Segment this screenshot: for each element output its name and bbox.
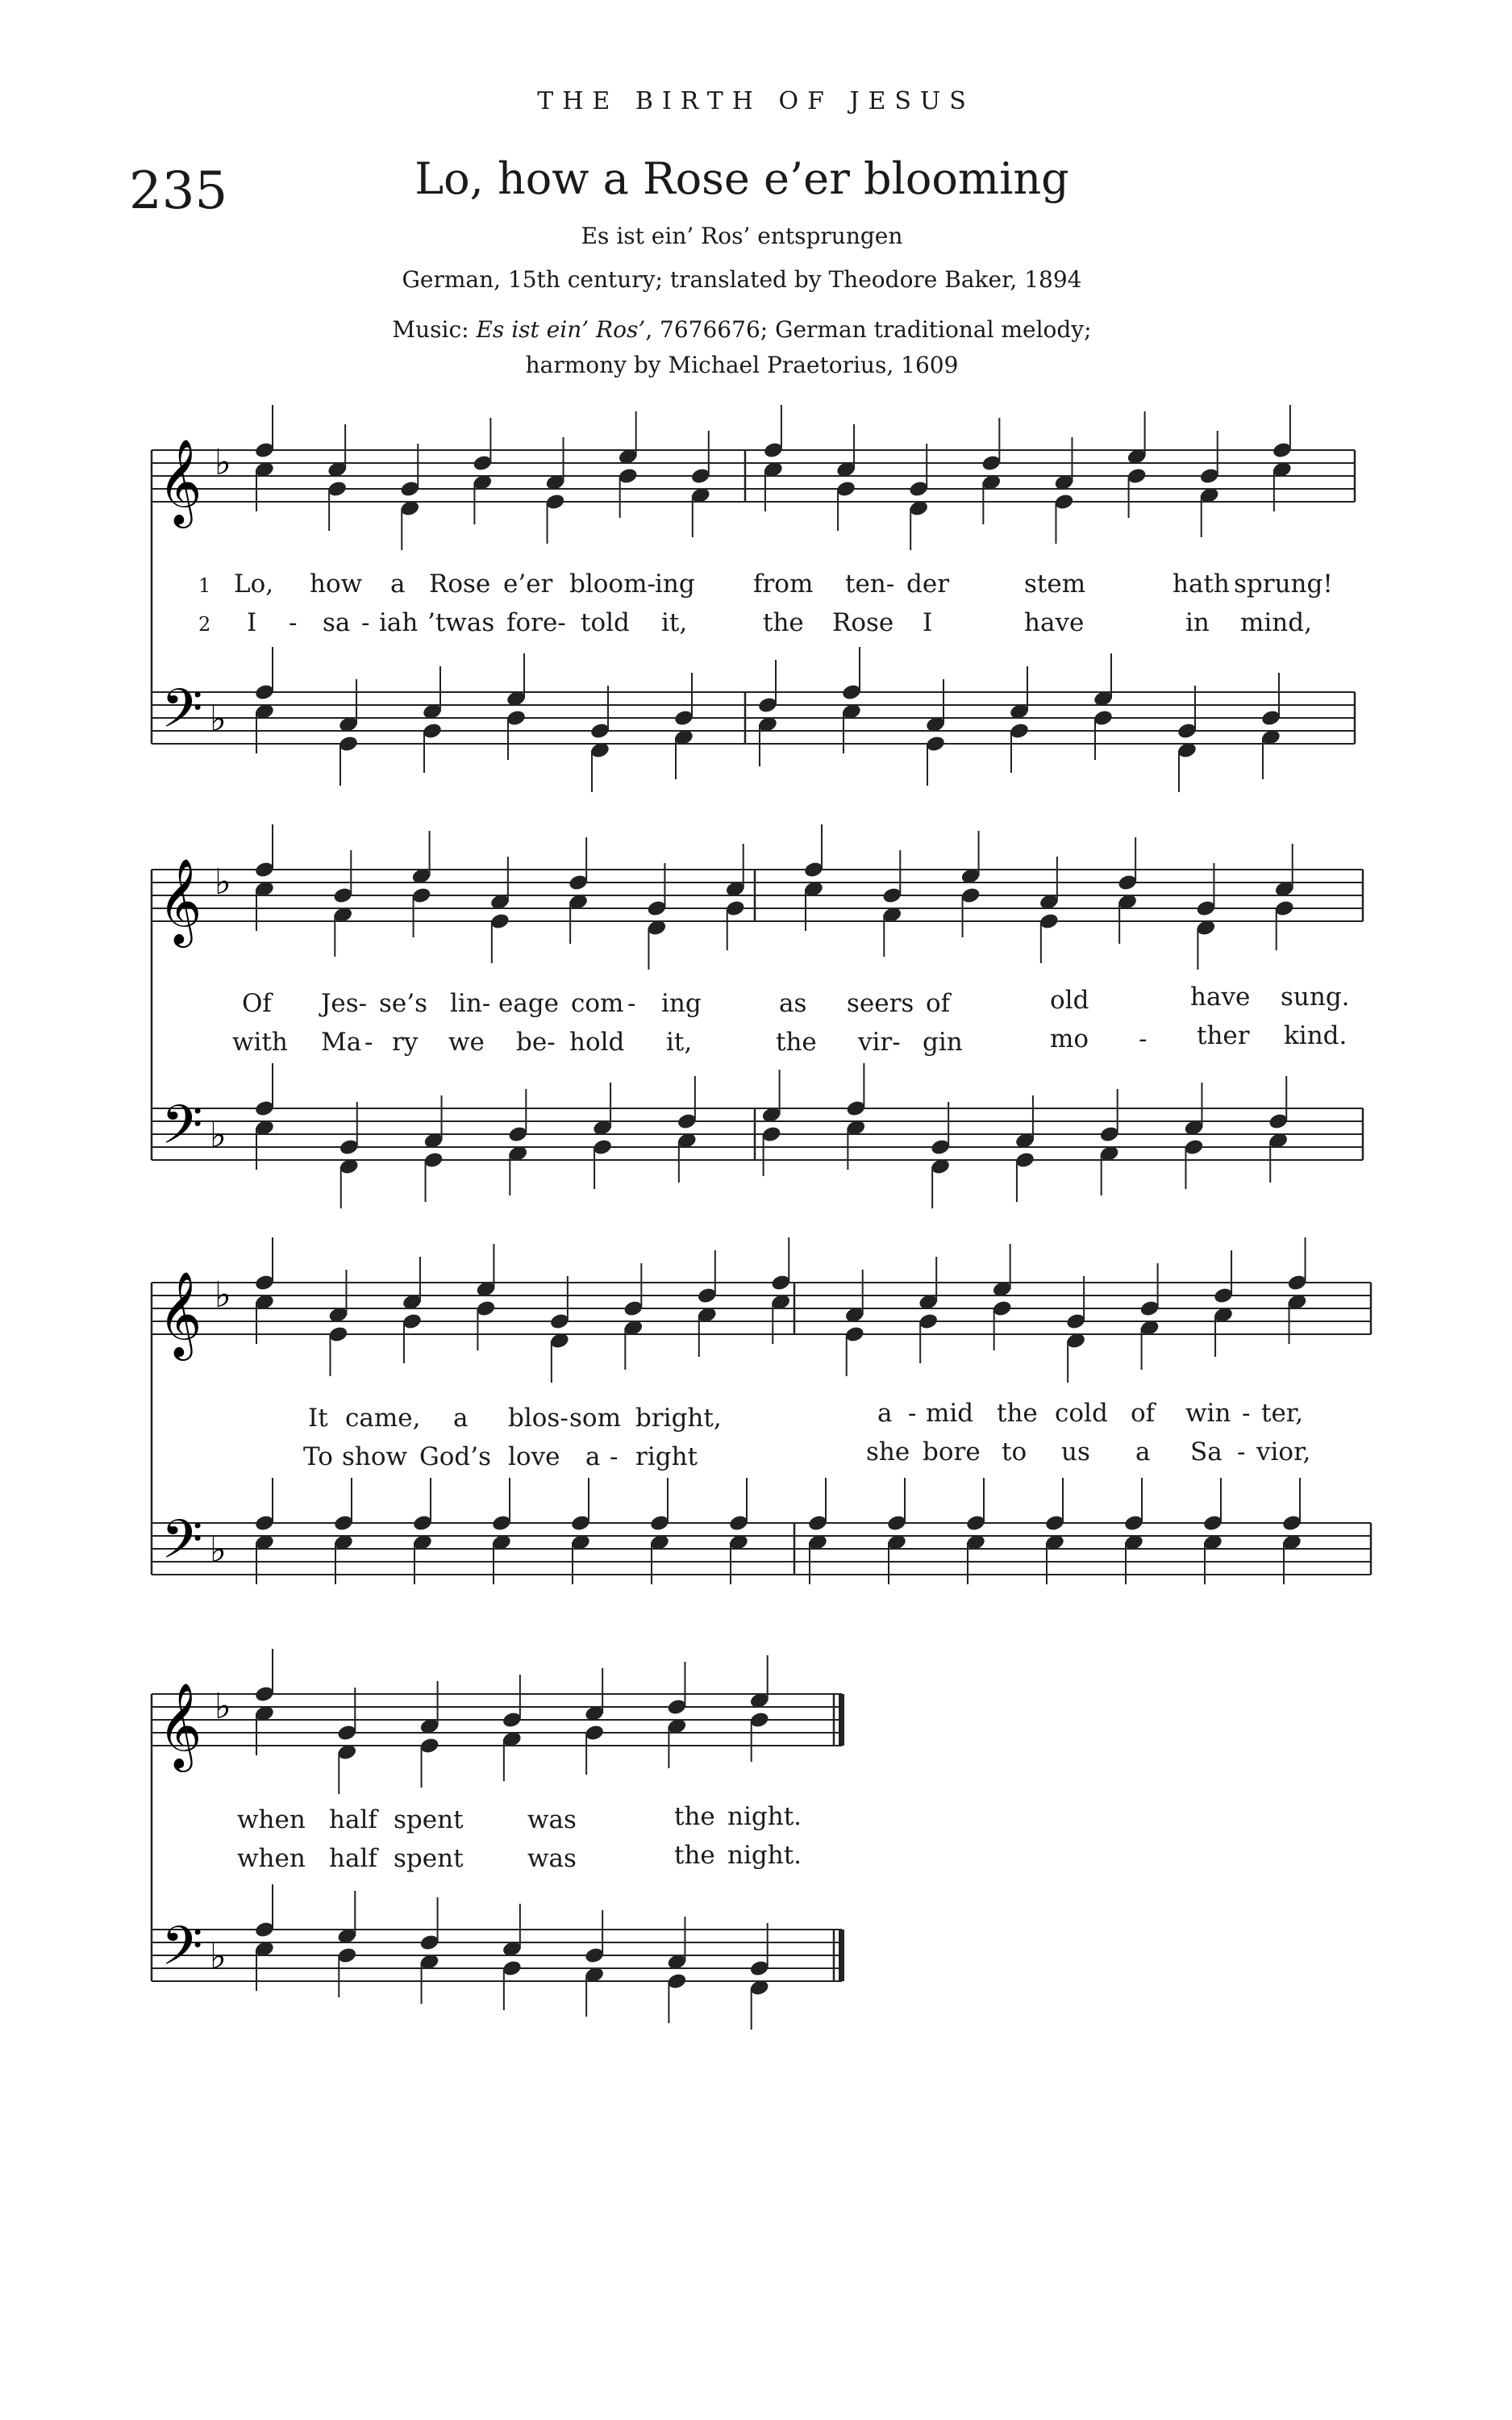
flat-sign: ♭ — [215, 1686, 231, 1727]
lyric: God’s — [419, 1442, 492, 1471]
lyric: To — [303, 1442, 333, 1471]
lyric: hold — [569, 1028, 625, 1057]
lyric: hath — [1173, 570, 1230, 599]
lyric: ten- — [845, 570, 895, 599]
final-barline — [839, 1930, 844, 1981]
flat-sign: ♭ — [215, 442, 231, 483]
lyric: it, — [661, 608, 688, 637]
lyric: a — [1135, 1437, 1151, 1467]
lyric: love — [508, 1442, 560, 1471]
flat-sign: ♭ — [210, 1115, 227, 1156]
lyric: Lo, — [234, 570, 274, 599]
lyric: from — [753, 570, 814, 599]
treble-clef: 𝄞 — [158, 857, 202, 944]
lyric: the — [997, 1399, 1038, 1428]
flat-sign: ♭ — [210, 699, 227, 740]
lyric: she — [866, 1437, 910, 1467]
treble-clef: 𝄞 — [158, 1270, 202, 1357]
lyric: - — [627, 989, 636, 1018]
lyric: - — [1237, 1437, 1246, 1467]
lyric: half — [329, 1844, 377, 1873]
lyric: - — [289, 608, 298, 637]
lyric: night. — [727, 1841, 802, 1870]
lyric: us — [1061, 1437, 1090, 1467]
lyric: in — [1185, 608, 1210, 637]
lyric: mo — [1050, 1024, 1089, 1054]
lyric: was — [527, 1805, 577, 1834]
lyric: spent — [394, 1844, 464, 1873]
lyric: right — [635, 1442, 698, 1471]
lyric: spent — [394, 1805, 464, 1834]
lyric: I — [923, 608, 933, 637]
original-title: Es ist ein’ Ros’ entsprungen — [581, 223, 903, 249]
lyric: fore- — [506, 608, 566, 637]
lyric: told — [581, 608, 630, 637]
flat-sign: ♭ — [215, 862, 231, 903]
lyric: cold — [1055, 1399, 1108, 1428]
lyric: we — [448, 1028, 485, 1057]
hymn-number: 235 — [129, 161, 228, 221]
final-barline — [839, 1694, 844, 1746]
text-credit: German, 15th century; translated by Theodore Baker, 1894 — [402, 266, 1082, 293]
lyric: eage — [498, 989, 560, 1018]
lyric: lin- — [450, 989, 491, 1018]
lyric: ry — [392, 1028, 419, 1057]
lyric: as — [779, 989, 807, 1018]
lyric: be- — [516, 1028, 556, 1057]
lyric: the — [763, 608, 804, 637]
lyric: I — [247, 608, 257, 637]
treble-clef: 𝄞 — [158, 438, 202, 524]
bass-clef: 𝄢 — [161, 678, 203, 753]
lyric: bore — [923, 1437, 981, 1467]
lyric: it, — [666, 1028, 693, 1057]
lyric: how — [310, 570, 363, 599]
lyric: show — [342, 1442, 408, 1471]
lyric: to — [1002, 1437, 1027, 1467]
lyric: have — [1190, 983, 1251, 1012]
lyric: sprung! — [1234, 570, 1333, 599]
tune-name: Es ist ein’ Ros’ — [476, 316, 646, 343]
lyric: - — [1242, 1399, 1251, 1428]
lyric: when — [237, 1805, 306, 1834]
lyric: have — [1024, 608, 1085, 637]
lyric: kind. — [1284, 1021, 1347, 1050]
lyric: sung. — [1281, 983, 1350, 1012]
lyric: with — [232, 1028, 288, 1057]
lyric: the — [776, 1028, 817, 1057]
lyric: - — [610, 1442, 619, 1471]
lyric: som — [569, 1404, 621, 1433]
lyric: mind, — [1240, 608, 1312, 637]
lyric: bright, — [635, 1404, 722, 1433]
lyric: a — [390, 570, 406, 599]
lyric: com — [571, 989, 624, 1018]
lyric: night. — [727, 1802, 802, 1831]
lyric: Ma — [321, 1028, 362, 1057]
lyric: a — [453, 1404, 469, 1433]
lyric: bloom- — [569, 570, 656, 599]
lyric: - — [1139, 1024, 1148, 1054]
verse-number-1: 1 — [198, 574, 211, 597]
harmony-credit: harmony by Michael Praetorius, 1609 — [525, 352, 959, 378]
flat-sign: ♭ — [210, 1529, 227, 1571]
lyric: Rose — [832, 608, 894, 637]
lyric: mid — [926, 1399, 974, 1428]
lyric: ing — [661, 989, 702, 1018]
lyric: Rose — [429, 570, 491, 599]
lyric: ’twas — [427, 608, 495, 637]
lyric: se’s — [379, 989, 428, 1018]
bass-clef: 𝄢 — [161, 1094, 203, 1169]
bass-clef: 𝄢 — [161, 1915, 203, 1990]
lyric: half — [329, 1805, 377, 1834]
lyric: the — [674, 1841, 715, 1870]
lyric: Of — [242, 989, 272, 1018]
music-details: , 7676676; German traditional melody; — [645, 316, 1092, 343]
flat-sign: ♭ — [215, 1275, 231, 1316]
lyric: ther — [1197, 1021, 1250, 1050]
lyric: ing — [655, 570, 695, 599]
lyric: ter, — [1261, 1399, 1304, 1428]
lyric: a — [877, 1399, 893, 1428]
lyric: - — [908, 1399, 917, 1428]
lyric: a — [585, 1442, 601, 1471]
lyric: vior, — [1256, 1437, 1311, 1467]
lyric: stem — [1024, 570, 1086, 599]
lyric: the — [674, 1802, 715, 1831]
bass-clef: 𝄢 — [161, 1508, 203, 1583]
lyric: iah — [379, 608, 419, 637]
lyric: Sa — [1190, 1437, 1223, 1467]
lyric: - — [361, 608, 370, 637]
lyric: old — [1050, 986, 1089, 1015]
section-heading: THE BIRTH OF JESUS — [537, 87, 975, 115]
lyric: Jes- — [321, 989, 368, 1018]
lyric: of — [1131, 1399, 1156, 1428]
lyric: when — [237, 1844, 306, 1873]
lyric: - — [364, 1028, 373, 1057]
lyric: seers — [847, 989, 914, 1018]
lyric: It — [308, 1404, 328, 1433]
lyric: win — [1185, 1399, 1231, 1428]
verse-number-2: 2 — [198, 613, 211, 636]
lyric: blos- — [508, 1404, 569, 1433]
lyric: sa — [323, 608, 351, 637]
hymn-title: Lo, how a Rose e’er blooming — [414, 153, 1069, 204]
music-prefix: Music: — [392, 316, 469, 343]
lyric: der — [906, 570, 950, 599]
lyric: came, — [345, 1404, 421, 1433]
treble-clef: 𝄞 — [158, 1682, 202, 1768]
lyric: gin — [923, 1028, 963, 1057]
lyric: vir- — [858, 1028, 901, 1057]
lyric: e’er — [503, 570, 553, 599]
lyric: of — [926, 989, 951, 1018]
flat-sign: ♭ — [210, 1936, 227, 1977]
lyric: was — [527, 1844, 577, 1873]
